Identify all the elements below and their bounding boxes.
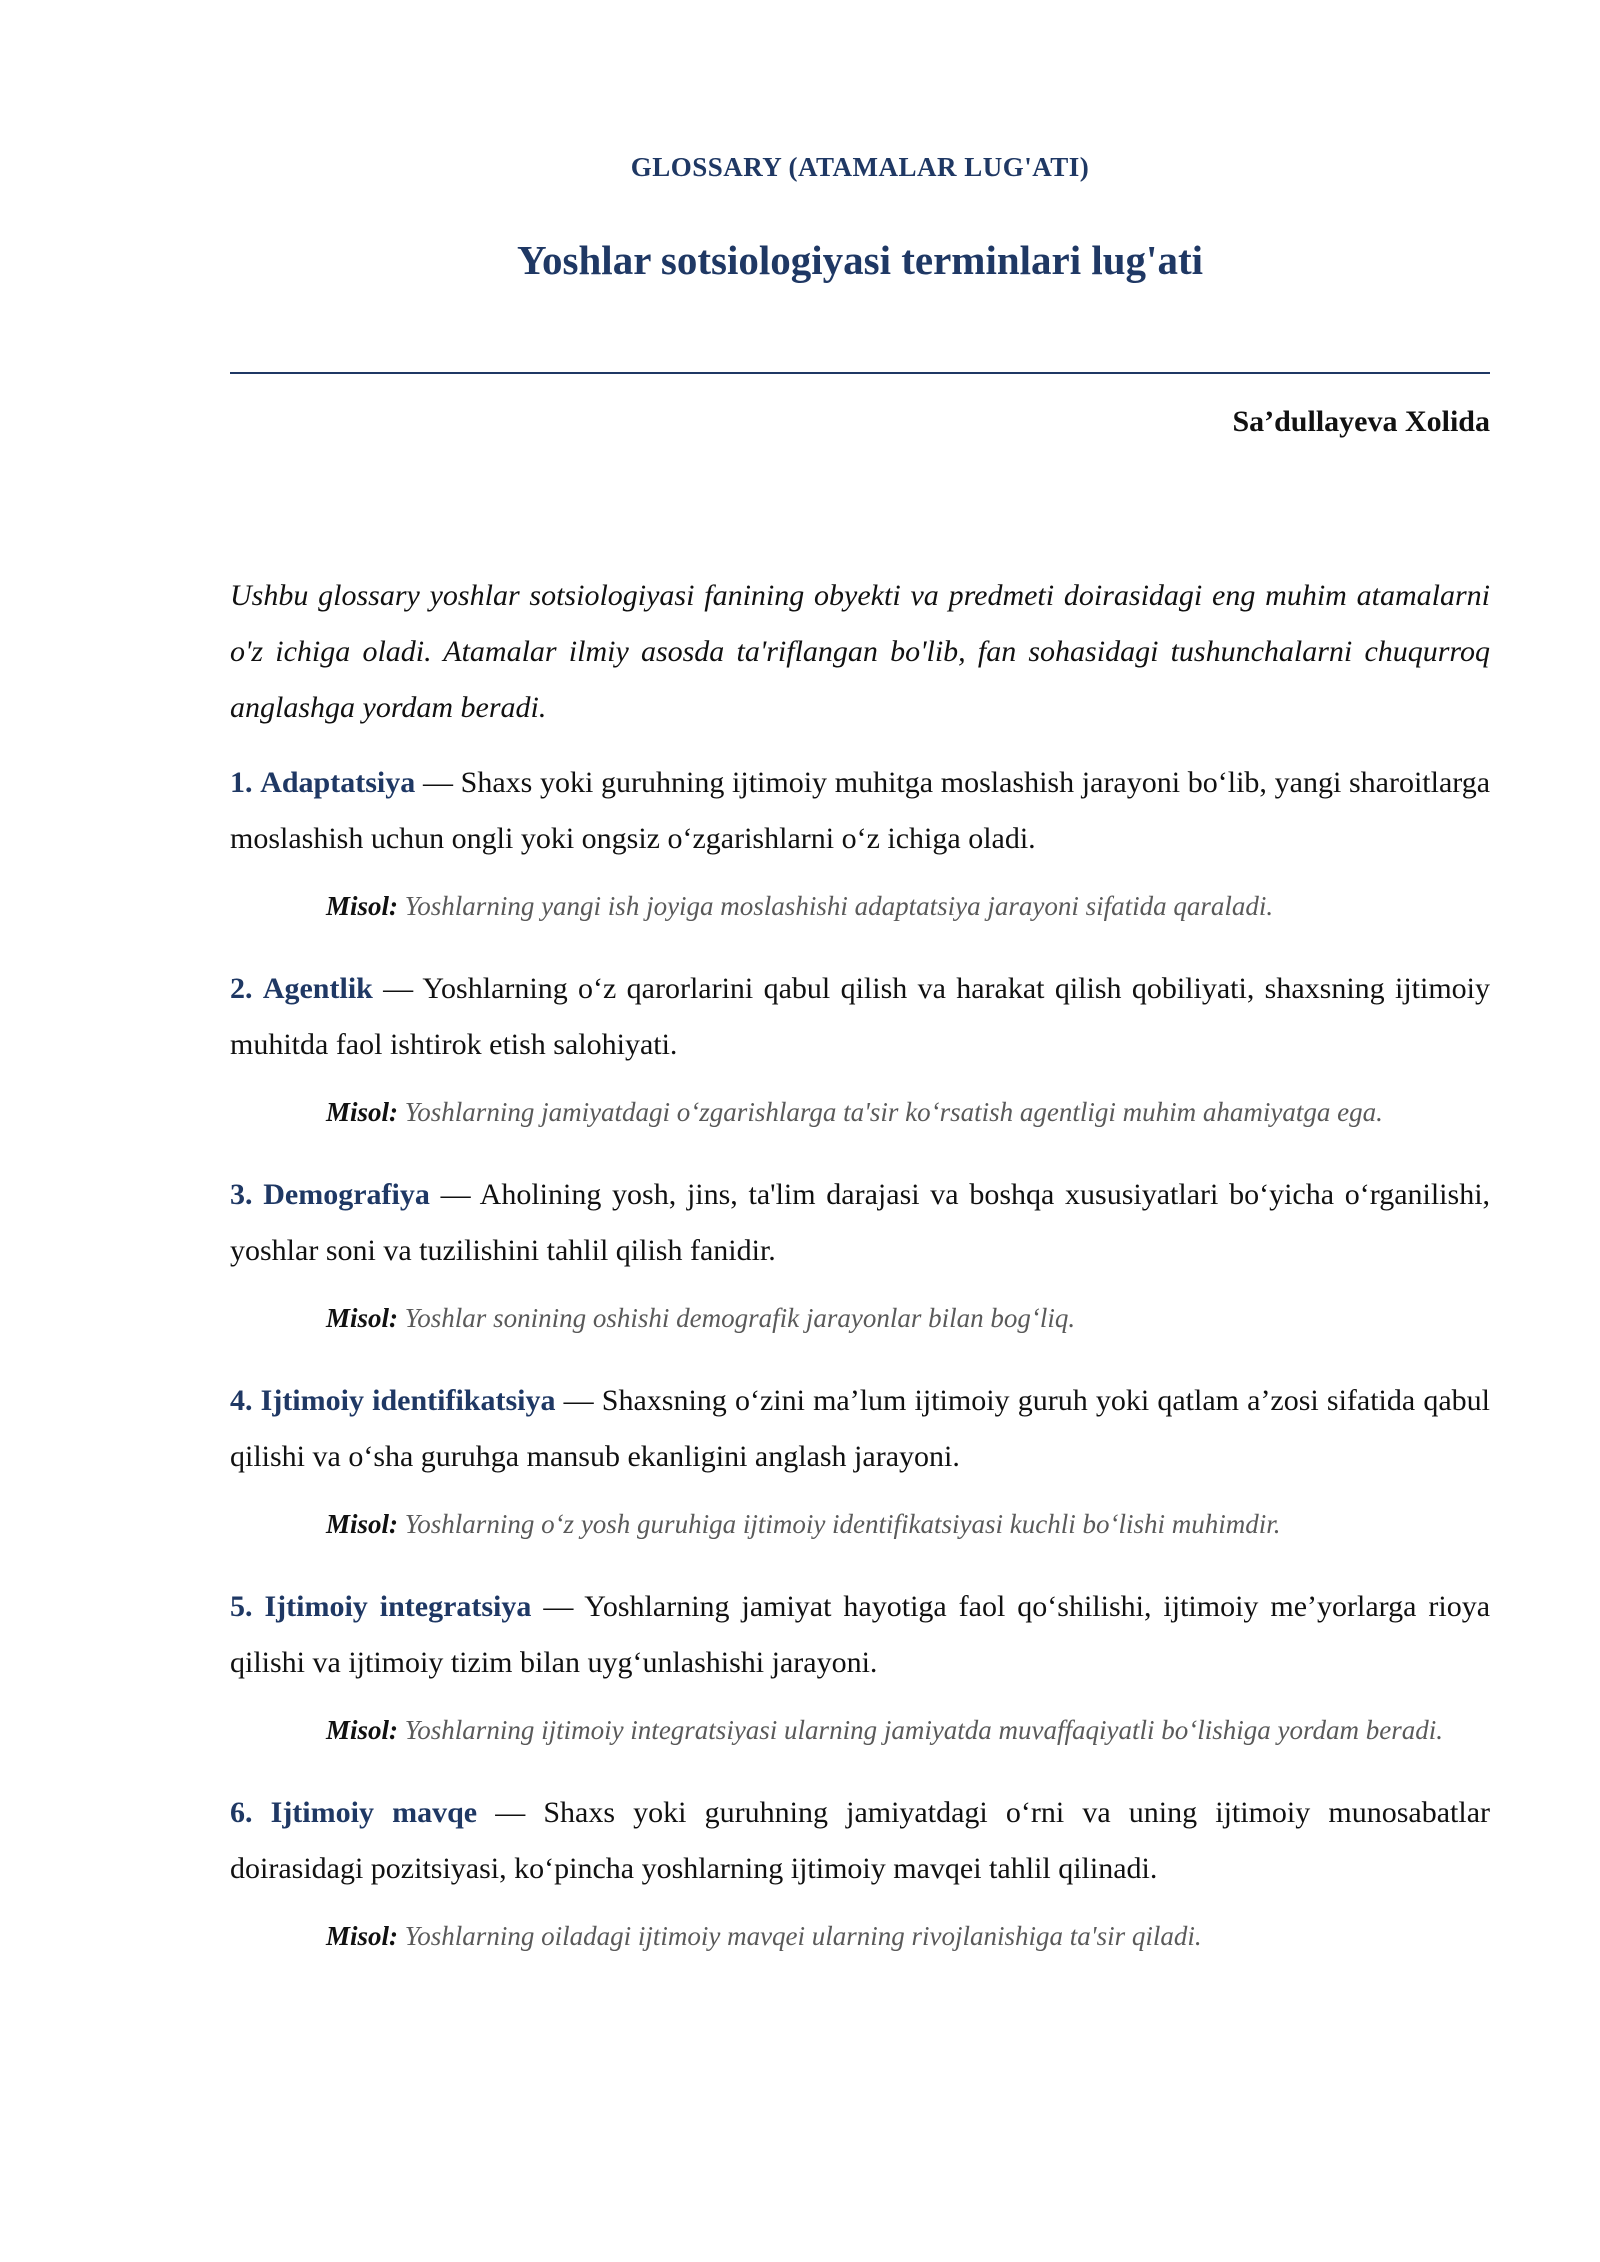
term-definition-text: Shaxsning o‘zini ma’lum ijtimoiy guruh yoki qatlam a’zosi sifatida qabul qilishi va o‘sha guruhga mansub ekanligini anglash jarayoni.: [230, 1384, 1491, 1473]
term-name: Adaptatsiya: [260, 766, 416, 799]
example-label: Misol:: [326, 891, 399, 921]
example-label: Misol:: [326, 1097, 399, 1127]
glossary-entry: [230, 755, 1490, 931]
term-definition-text: Yoshlarning jamiyat hayotiga faol qo‘shilishi, ijtimoiy me’yorlarga rioya qilishi va ijtimoiy tizim bilan uyg‘unlashishi jarayoni.: [230, 1590, 1491, 1679]
term-name: Agentlik: [262, 972, 373, 1005]
title-divider: [230, 372, 1490, 374]
term-definition: [230, 1579, 1490, 1691]
term-number: 5.: [230, 1590, 253, 1623]
term-definition: [230, 961, 1490, 1073]
term-dash: —: [563, 1384, 594, 1417]
document-label: GLOSSARY (ATAMALAR LUG'ATI): [630, 152, 1090, 182]
term-definition: [230, 1167, 1490, 1279]
example-text: Yoshlar sonining oshishi demografik jarayonlar bilan bog‘liq.: [404, 1303, 1076, 1333]
example-label: Misol:: [326, 1509, 399, 1539]
example-text: Yoshlarning o‘z yosh guruhiga ijtimoiy identifikatsiyasi kuchli bo‘lishi muhimdir.: [404, 1509, 1281, 1539]
example-text: Yoshlarning oiladagi ijtimoiy mavqei ularning rivojlanishiga ta'sir qiladi.: [404, 1921, 1202, 1951]
term-dash: —: [495, 1796, 526, 1829]
term-definition-text: Yoshlarning o‘z qarorlarini qabul qilish va harakat qilish qobiliyati, shaxsning ijtimoiy muhitda faol ishtirok etish salohiyati.: [230, 972, 1490, 1061]
term-name: Ijtimoiy integratsiya: [264, 1590, 532, 1623]
document-title: Yoshlar sotsiologiyasi terminlari lug'ati: [516, 237, 1203, 283]
term-dash: —: [543, 1590, 574, 1623]
glossary-entry: [230, 1167, 1490, 1343]
example-text: Yoshlarning ijtimoiy integratsiyasi ularning jamiyatda muvaffaqiyatli bo‘lishiga yordam beradi.: [404, 1715, 1444, 1745]
term-example: [326, 1705, 1490, 1755]
term-definition-text: Shaxs yoki guruhning ijtimoiy muhitga moslashish jarayoni bo‘lib, yangi sharoitlarga moslashish uchun ongli yoki ongsiz o‘zgarishlarni o‘z ichiga oladi.: [230, 766, 1491, 855]
glossary-entry: [230, 1373, 1490, 1549]
term-dash: —: [440, 1178, 471, 1211]
term-name: Ijtimoiy identifikatsiya: [260, 1384, 556, 1417]
example-label: Misol:: [326, 1715, 399, 1745]
example-text: Yoshlarning jamiyatdagi o‘zgarishlarga ta'sir ko‘rsatish agentligi muhim ahamiyatga ega.: [404, 1097, 1383, 1127]
example-label: Misol:: [326, 1921, 399, 1951]
term-dash: —: [422, 766, 453, 799]
term-definition-text: Aholining yosh, jins, ta'lim darajasi va boshqa xususiyatlari bo‘yicha o‘rganilishi, yoshlar soni va tuzilishini tahlil qilish fanidir.: [230, 1178, 1491, 1267]
author-name: Sa’dullayeva Xolida: [1232, 405, 1490, 438]
term-example: [326, 1293, 1490, 1343]
term-definition: [230, 1785, 1490, 1897]
term-example: [326, 1087, 1490, 1137]
term-number: 2.: [230, 972, 253, 1005]
term-example: [326, 1499, 1490, 1549]
term-dash: —: [383, 972, 414, 1005]
example-text: Yoshlarning yangi ish joyiga moslashishi adaptatsiya jarayoni sifatida qaraladi.: [404, 891, 1274, 921]
term-definition-text: Shaxs yoki guruhning jamiyatdagi o‘rni va uning ijtimoiy munosabatlar doirasidagi pozitsiyasi, ko‘pincha yoshlarning ijtimoiy mavqei tahlil qilinadi.: [230, 1796, 1491, 1885]
glossary-entry: [230, 1785, 1490, 1961]
glossary-entry: [230, 1579, 1490, 1755]
example-label: Misol:: [326, 1303, 399, 1333]
term-number: 6.: [230, 1796, 253, 1829]
term-example: [326, 881, 1490, 931]
term-example: [326, 1911, 1490, 1961]
term-definition: [230, 1373, 1490, 1485]
glossary-list: [230, 755, 1490, 1961]
term-definition: [230, 755, 1490, 867]
term-name: Ijtimoiy mavqe: [270, 1796, 478, 1829]
term-number: 1.: [230, 766, 253, 799]
term-number: 4.: [230, 1384, 253, 1417]
term-number: 3.: [230, 1178, 253, 1211]
glossary-entry: [230, 961, 1490, 1137]
intro-paragraph: Ushbu glossary yoshlar sotsiologiyasi fanining obyekti va predmeti doirasidagi eng muhim atamalarni o'z ichiga oladi. Atamalar ilmiy asosda ta'riflangan bo'lib, fan sohasidagi tushunchalarni chuqurroq anglashga yordam beradi.: [230, 579, 1490, 724]
term-name: Demografiya: [263, 1178, 430, 1211]
